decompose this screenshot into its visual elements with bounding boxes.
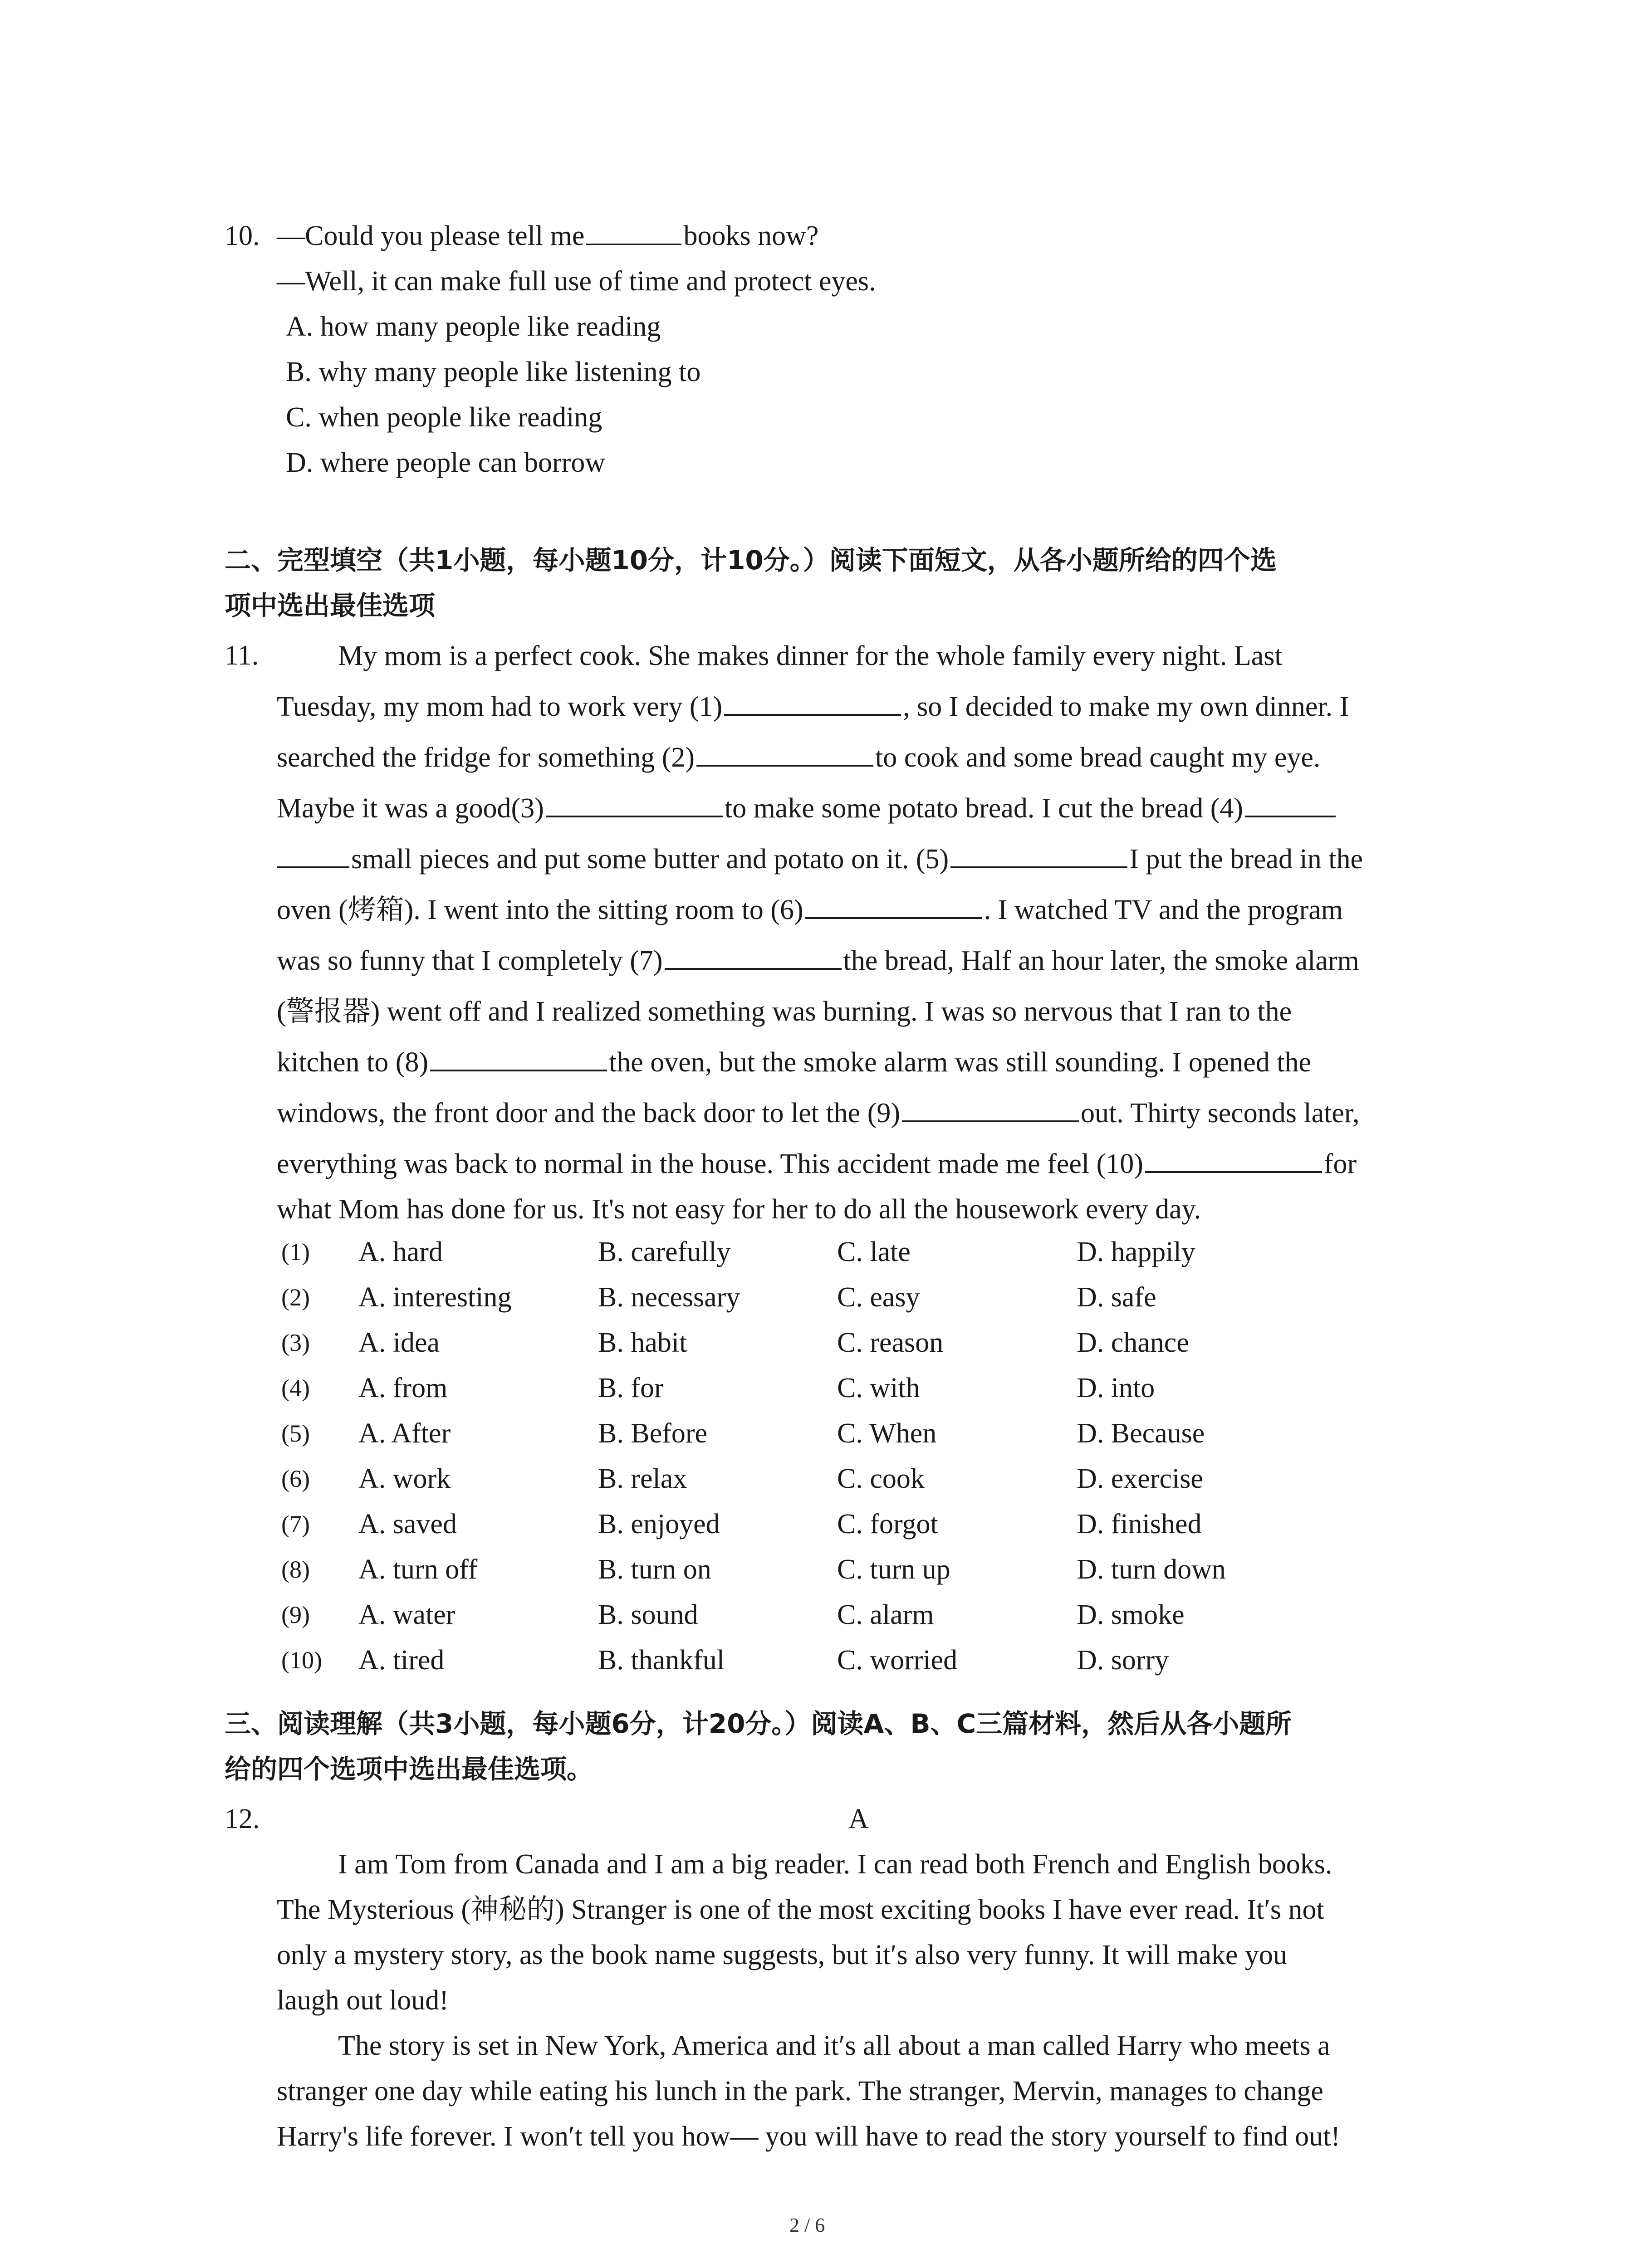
q11-option-a: A. saved bbox=[358, 1509, 457, 1540]
q11-option-number: (3) bbox=[281, 1329, 310, 1356]
section2-heading-line2: 项中选出最佳选项 bbox=[225, 590, 436, 621]
blank-10 bbox=[1145, 1144, 1322, 1173]
q12-title: A bbox=[848, 1804, 869, 1834]
q11-option-a: A. interesting bbox=[358, 1282, 512, 1313]
q11-option-b: B. relax bbox=[598, 1463, 687, 1494]
blank-3 bbox=[546, 788, 723, 817]
q11-line-7: was so funny that I completely (7) the bread, Half an hour later, the smoke alarm bbox=[277, 935, 1359, 986]
q11-option-b: B. turn on bbox=[598, 1554, 711, 1585]
q11-option-a: A. tired bbox=[358, 1645, 445, 1676]
q11-option-a: A. water bbox=[358, 1599, 456, 1630]
q11-option-c: C. easy bbox=[837, 1282, 920, 1313]
q11-number: 11. bbox=[225, 640, 259, 671]
q11-option-b: B. carefully bbox=[598, 1237, 731, 1267]
q10-option-a: A. how many people like reading bbox=[286, 311, 661, 342]
q10-option-d: D. where people can borrow bbox=[286, 447, 606, 478]
q11-line-8: (警报器) went off and I realized something was burning. I was so nervous that I ran to the bbox=[277, 996, 1292, 1027]
q11-line-10: windows, the front door and the back door to let the (9) out. Thirty seconds later, bbox=[277, 1088, 1360, 1139]
q11-option-c: C. worried bbox=[837, 1645, 958, 1676]
blank-4b bbox=[277, 839, 349, 868]
q11-option-c: C. with bbox=[837, 1373, 920, 1403]
q11-option-d: D. Because bbox=[1077, 1418, 1205, 1449]
q11-line-6: oven (烤箱). I went into the sitting room to (6) . I watched TV and the program bbox=[277, 885, 1343, 935]
blank-9 bbox=[902, 1093, 1079, 1122]
q11-line-12: what Mom has done for us. It's not easy for her to do all the housework every day. bbox=[277, 1194, 1201, 1225]
q10-answer-line: —Well, it can make full use of time and protect eyes. bbox=[277, 266, 876, 297]
q11-option-number: (5) bbox=[281, 1420, 310, 1447]
q11-option-b: B. thankful bbox=[598, 1645, 725, 1676]
q12-line-7: Harry's life forever. I won′t tell you how— you will have to read the story yourself to find out! bbox=[277, 2121, 1341, 2152]
q12-line-3: only a mystery story, as the book name suggests, but it′s also very funny. It will make you bbox=[277, 1940, 1287, 1970]
q11-option-d: D. into bbox=[1077, 1373, 1155, 1403]
q11-line-2: Tuesday, my mom had to work very (1) , so I decided to make my own dinner. I bbox=[277, 681, 1349, 732]
blank-5 bbox=[950, 839, 1127, 868]
q10-line1-pre: —Could you please tell me bbox=[277, 220, 585, 251]
q11-option-a: A. work bbox=[358, 1463, 451, 1494]
q11-option-number: (7) bbox=[281, 1510, 310, 1538]
q12-line-6: stranger one day while eating his lunch in the park. The stranger, Mervin, manages to change bbox=[277, 2076, 1323, 2107]
blank-2 bbox=[696, 738, 873, 767]
q11-option-a: A. idea bbox=[358, 1327, 440, 1358]
q10-option-c: C. when people like reading bbox=[286, 402, 603, 433]
q12-line-5: The story is set in New York, America and it′s all about a man called Harry who meets a bbox=[338, 2030, 1330, 2061]
q11-line-11: everything was back to normal in the house. This accident made me feel (10) for bbox=[277, 1139, 1357, 1189]
q11-line-5: small pieces and put some butter and potato on it. (5) I put the bread in the bbox=[277, 834, 1363, 885]
blank-7 bbox=[665, 941, 842, 970]
q11-option-number: (2) bbox=[281, 1284, 310, 1311]
q10-number: 10. bbox=[225, 220, 260, 251]
q11-option-c: C. reason bbox=[837, 1327, 944, 1358]
q11-option-number: (1) bbox=[281, 1238, 310, 1266]
q11-option-a: A. turn off bbox=[358, 1554, 478, 1585]
q11-option-c: C. late bbox=[837, 1237, 911, 1267]
q11-line-4: Maybe it was a good(3) to make some potato bread. I cut the bread (4) bbox=[277, 783, 1337, 834]
q12-number: 12. bbox=[225, 1804, 260, 1834]
q11-option-c: C. When bbox=[837, 1418, 937, 1449]
q12-line-2: The Mysterious (神秘的) Stranger is one of the most exciting books I have ever read. It′s not bbox=[277, 1894, 1324, 1925]
q11-option-b: B. necessary bbox=[598, 1282, 740, 1313]
page-number: 2 / 6 bbox=[789, 2214, 825, 2236]
q11-option-b: B. Before bbox=[598, 1418, 708, 1449]
q11-option-number: (8) bbox=[281, 1556, 310, 1583]
q11-option-d: D. smoke bbox=[1077, 1599, 1185, 1630]
q11-option-c: C. turn up bbox=[837, 1554, 950, 1585]
q11-option-c: C. forgot bbox=[837, 1509, 938, 1540]
q11-option-b: B. habit bbox=[598, 1327, 687, 1358]
q10-blank bbox=[586, 216, 681, 245]
q11-line-1: My mom is a perfect cook. She makes dinner for the whole family every night. Last bbox=[338, 640, 1283, 671]
q11-option-d: D. sorry bbox=[1077, 1645, 1169, 1676]
q11-option-d: D. chance bbox=[1077, 1327, 1189, 1358]
blank-8 bbox=[430, 1042, 607, 1071]
q11-option-d: D. turn down bbox=[1077, 1554, 1226, 1585]
section3-heading-line1: 三、阅读理解（共3小题，每小题6分，计20分。）阅读A、B、C三篇材料，然后从各小题所 bbox=[225, 1708, 1292, 1739]
q12-line-1: I am Tom from Canada and I am a big reader. I can read both French and English books. bbox=[338, 1849, 1332, 1880]
q11-option-a: A. hard bbox=[358, 1237, 443, 1267]
q11-option-b: B. enjoyed bbox=[598, 1509, 720, 1540]
q12-line-4: laugh out loud! bbox=[277, 1985, 449, 2016]
q11-option-d: D. happily bbox=[1077, 1237, 1195, 1267]
q11-option-a: A. After bbox=[358, 1418, 451, 1449]
q11-line-3: searched the fridge for something (2) to cook and some bread caught my eye. bbox=[277, 732, 1320, 783]
q11-option-d: D. finished bbox=[1077, 1509, 1202, 1540]
q11-option-d: D. safe bbox=[1077, 1282, 1156, 1313]
q11-option-b: B. for bbox=[598, 1373, 664, 1403]
q11-option-b: B. sound bbox=[598, 1599, 698, 1630]
q11-option-number: (10) bbox=[281, 1647, 322, 1674]
q10-line1-post: books now? bbox=[683, 220, 819, 251]
section2-heading-line1: 二、完型填空（共1小题，每小题10分，计10分。）阅读下面短文，从各小题所给的四个选 bbox=[225, 545, 1277, 576]
q11-option-c: C. cook bbox=[837, 1463, 925, 1494]
q11-option-number: (6) bbox=[281, 1465, 310, 1492]
blank-1 bbox=[724, 687, 901, 716]
q11-option-d: D. exercise bbox=[1077, 1463, 1203, 1494]
q10-option-b: B. why many people like listening to bbox=[286, 357, 701, 387]
section3-heading-line2: 给的四个选项中选出最佳选项。 bbox=[225, 1754, 593, 1784]
q11-option-number: (9) bbox=[281, 1601, 310, 1628]
q11-line-9: kitchen to (8) the oven, but the smoke alarm was still sounding. I opened the bbox=[277, 1037, 1311, 1088]
blank-6 bbox=[805, 890, 982, 919]
q11-option-a: A. from bbox=[358, 1373, 448, 1403]
blank-4a bbox=[1245, 788, 1336, 817]
q11-option-c: C. alarm bbox=[837, 1599, 934, 1630]
q11-option-number: (4) bbox=[281, 1374, 310, 1402]
q10-question-line1 bbox=[277, 213, 818, 259]
